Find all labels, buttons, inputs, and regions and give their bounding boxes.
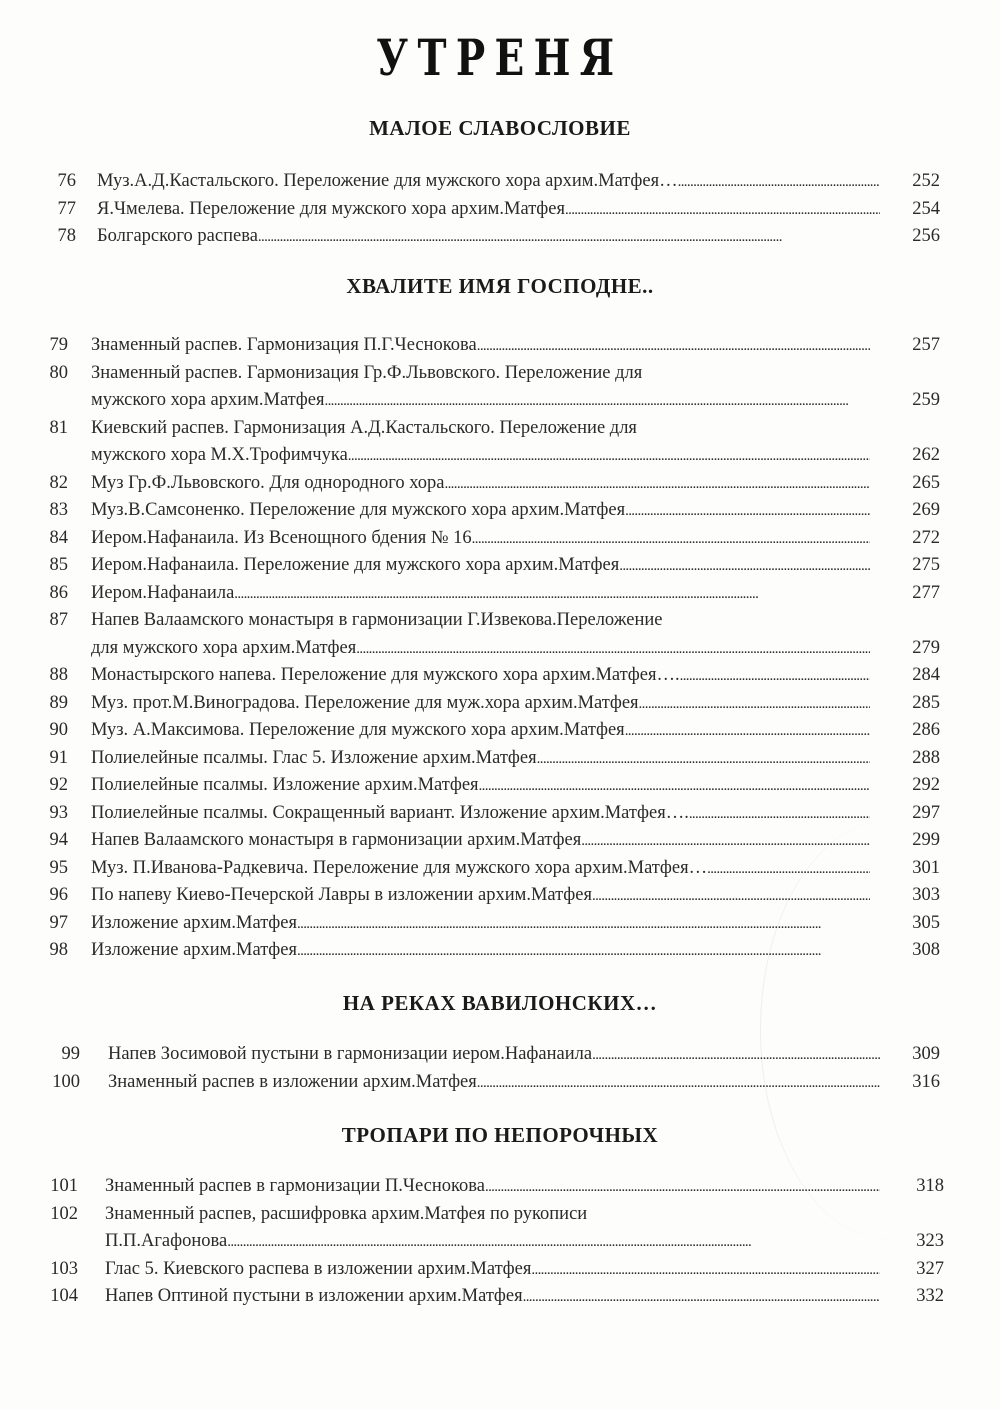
entry-line bbox=[97, 168, 880, 196]
toc-entry bbox=[0, 717, 1000, 745]
toc-entry bbox=[0, 1041, 1000, 1069]
entry-line-text: Киевский распев. Гармонизация А.Д.Кастальского. Переложение для bbox=[91, 417, 637, 438]
entry-page-number: 309 bbox=[912, 1044, 940, 1064]
entry-text bbox=[97, 168, 880, 196]
contents-section bbox=[0, 274, 1000, 965]
entry-page-number: 297 bbox=[912, 802, 940, 823]
entry-text bbox=[91, 717, 870, 745]
entry-line bbox=[91, 415, 870, 443]
dot-leader bbox=[592, 1041, 880, 1069]
entry-line bbox=[91, 690, 870, 718]
entry-line bbox=[91, 937, 870, 965]
dot-leader bbox=[479, 772, 870, 800]
entry-line-text: Изложение архим.Матфея bbox=[91, 912, 297, 933]
entry-number: 78 bbox=[57, 226, 76, 246]
entry-number: 102 bbox=[50, 1203, 78, 1224]
toc-entry bbox=[0, 855, 1000, 883]
toc-entry bbox=[0, 800, 1000, 828]
entry-number: 90 bbox=[49, 720, 68, 740]
entry-text bbox=[97, 223, 880, 251]
entry-line-text: Изложение архим.Матфея bbox=[91, 940, 297, 960]
entry-page-number: 332 bbox=[916, 1286, 944, 1306]
entry-line-text: Я.Чмелева. Переложение для мужского хора архим.Матфея bbox=[97, 198, 565, 219]
entry-line-text: Знаменный распев. Гармонизация Гр.Ф.Львовского. Переложение для bbox=[91, 362, 643, 383]
toc-entry bbox=[0, 415, 1000, 470]
entry-line bbox=[108, 1069, 880, 1097]
entry-page-number: 288 bbox=[912, 747, 940, 768]
entry-line bbox=[91, 442, 870, 470]
dot-leader bbox=[523, 1283, 880, 1311]
entry-line bbox=[97, 223, 880, 251]
entry-line-text: Знаменный распев в гармонизации П.Чеснокова bbox=[105, 1176, 485, 1196]
entry-text bbox=[108, 1069, 880, 1097]
entry-line-text: Иером.Нафанаила bbox=[91, 582, 235, 603]
toc-entry bbox=[0, 332, 1000, 360]
entry-line bbox=[91, 525, 870, 553]
entry-text bbox=[91, 332, 870, 360]
entry-line bbox=[91, 662, 870, 690]
entry-text bbox=[91, 662, 870, 690]
toc-entry bbox=[0, 1256, 1000, 1284]
dot-leader bbox=[444, 470, 870, 498]
toc-entry bbox=[0, 745, 1000, 773]
entry-number: 82 bbox=[49, 472, 68, 493]
dot-leader bbox=[581, 827, 870, 855]
toc-entry bbox=[0, 497, 1000, 525]
dot-leader bbox=[258, 223, 880, 251]
entry-page-number: 318 bbox=[916, 1176, 944, 1196]
toc-entry bbox=[0, 1069, 1000, 1097]
entry-line-text: П.П.Агафонова bbox=[105, 1231, 228, 1251]
entry-line-text: Напев Зосимовой пустыни в гармонизации иером.Нафанаила bbox=[108, 1044, 593, 1064]
entry-text bbox=[105, 1201, 880, 1256]
toc-entry bbox=[0, 525, 1000, 553]
entry-number: 104 bbox=[50, 1286, 78, 1306]
entry-number: 76 bbox=[57, 171, 76, 191]
dot-leader bbox=[565, 196, 880, 224]
entry-line-text: Знаменный распев. Гармонизация П.Г.Чеснокова bbox=[91, 335, 477, 355]
entry-line-text: Напев Валаамского монастыря в гармонизации Г.Извекова.Переложение bbox=[91, 610, 663, 630]
dot-leader bbox=[625, 717, 870, 745]
entry-page-number: 254 bbox=[912, 198, 940, 219]
entry-line-text: мужского хора М.Х.Трофимчука bbox=[91, 445, 348, 465]
entry-page-number: 259 bbox=[912, 390, 940, 410]
entry-text bbox=[91, 882, 870, 910]
entry-page-number: 316 bbox=[912, 1071, 940, 1092]
entry-text bbox=[91, 937, 870, 965]
entry-line bbox=[91, 635, 870, 663]
entry-page-number: 308 bbox=[912, 940, 940, 960]
entry-line-text: Муз. А.Максимова. Переложение для мужского хора архим.Матфея bbox=[91, 720, 625, 740]
entry-line bbox=[91, 497, 870, 525]
entry-number: 77 bbox=[57, 198, 76, 219]
dot-leader bbox=[619, 552, 870, 580]
entry-line-text: Полиелейные псалмы. Глас 5. Изложение архим.Матфея bbox=[91, 747, 537, 768]
dot-leader bbox=[477, 332, 870, 360]
entry-text bbox=[91, 855, 870, 883]
entry-number: 93 bbox=[49, 802, 68, 823]
entry-text bbox=[91, 525, 870, 553]
entry-line-text: Напев Валаамского монастыря в гармонизации архим.Матфея bbox=[91, 830, 582, 850]
entry-line bbox=[105, 1256, 880, 1284]
entry-page-number: 252 bbox=[912, 171, 940, 191]
toc-entry bbox=[0, 690, 1000, 718]
entry-line-text: Знаменный распев в изложении архим.Матфея bbox=[108, 1071, 477, 1092]
entry-number: 87 bbox=[49, 610, 68, 630]
entry-number: 101 bbox=[50, 1176, 78, 1196]
dot-leader bbox=[639, 690, 870, 718]
entry-page-number: 277 bbox=[912, 582, 940, 603]
entry-number: 94 bbox=[49, 830, 68, 850]
entry-page-number: 269 bbox=[912, 500, 940, 520]
entry-number: 97 bbox=[49, 912, 68, 933]
entry-page-number: 272 bbox=[912, 527, 940, 548]
entry-line-text: Полиелейные псалмы. Изложение архим.Матфея bbox=[91, 775, 479, 795]
entry-text bbox=[91, 552, 870, 580]
entry-line-text: Глас 5. Киевского распева в изложении архим.Матфея bbox=[105, 1258, 532, 1279]
entry-line bbox=[91, 607, 870, 635]
entry-number: 84 bbox=[49, 527, 68, 548]
entry-line-text: Муз. прот.М.Виноградова. Переложение для муж.хора архим.Матфея bbox=[91, 692, 639, 713]
entry-line bbox=[91, 910, 870, 938]
entry-page-number: 323 bbox=[916, 1231, 944, 1251]
entry-page-number: 284 bbox=[912, 665, 940, 685]
entry-page-number: 301 bbox=[912, 857, 940, 878]
entry-text bbox=[91, 827, 870, 855]
dot-leader bbox=[689, 800, 870, 828]
entry-number: 95 bbox=[49, 857, 68, 878]
entry-number: 99 bbox=[61, 1044, 80, 1064]
entry-line bbox=[91, 827, 870, 855]
dot-leader bbox=[297, 910, 870, 938]
entry-number: 86 bbox=[49, 582, 68, 603]
entry-line bbox=[105, 1228, 880, 1256]
entry-line bbox=[91, 717, 870, 745]
entry-line bbox=[97, 196, 880, 224]
entry-line bbox=[91, 360, 870, 388]
entry-text bbox=[91, 910, 870, 938]
entry-number: 92 bbox=[49, 775, 68, 795]
entry-list bbox=[0, 1041, 1000, 1096]
entry-line bbox=[108, 1041, 880, 1069]
entry-text bbox=[91, 690, 870, 718]
dot-leader bbox=[592, 882, 870, 910]
toc-entry bbox=[0, 910, 1000, 938]
entry-line-text: Иером.Нафанаила. Переложение для мужского хора архим.Матфея bbox=[91, 555, 620, 575]
entry-line-text: Монастырского напева. Переложение для мужского хора архим.Матфея…. bbox=[91, 665, 680, 685]
contents-section bbox=[0, 1123, 1000, 1311]
entry-page-number: 292 bbox=[912, 775, 940, 795]
entry-page-number: 275 bbox=[912, 555, 940, 575]
entry-page-number: 256 bbox=[912, 226, 940, 246]
entry-line bbox=[91, 772, 870, 800]
entry-number: 88 bbox=[49, 665, 68, 685]
entry-page-number: 327 bbox=[916, 1258, 944, 1279]
dot-leader bbox=[485, 1173, 880, 1201]
entry-line-text: Знаменный распев, расшифровка архим.Матфея по рукописи bbox=[105, 1203, 588, 1224]
entry-page-number: 262 bbox=[912, 445, 940, 465]
entry-number: 91 bbox=[49, 747, 68, 768]
dot-leader bbox=[531, 1256, 880, 1284]
toc-entry bbox=[0, 1173, 1000, 1201]
entry-page-number: 305 bbox=[912, 912, 940, 933]
entry-page-number: 265 bbox=[912, 472, 940, 493]
entry-text bbox=[105, 1283, 880, 1311]
toc-entry bbox=[0, 607, 1000, 662]
entry-text bbox=[97, 196, 880, 224]
entry-line-text: Полиелейные псалмы. Сокращенный вариант. Изложение архим.Матфея…. bbox=[91, 802, 689, 823]
entry-text bbox=[91, 772, 870, 800]
toc-entry bbox=[0, 360, 1000, 415]
entry-text bbox=[91, 580, 870, 608]
dot-leader bbox=[680, 662, 870, 690]
dot-leader bbox=[348, 442, 870, 470]
toc-entry bbox=[0, 882, 1000, 910]
entry-list bbox=[0, 1173, 1000, 1311]
entry-line bbox=[105, 1283, 880, 1311]
entry-page-number: 299 bbox=[912, 830, 940, 850]
contents-section bbox=[0, 116, 1000, 251]
entry-line bbox=[91, 332, 870, 360]
entry-number: 103 bbox=[50, 1258, 78, 1279]
dot-leader bbox=[625, 497, 870, 525]
entry-line-text: Болгарского распева bbox=[97, 226, 258, 246]
dot-leader bbox=[356, 635, 870, 663]
toc-entry bbox=[0, 1283, 1000, 1311]
entry-line bbox=[91, 855, 870, 883]
toc-entry bbox=[0, 1201, 1000, 1256]
entry-page-number: 286 bbox=[912, 720, 940, 740]
toc-entry bbox=[0, 772, 1000, 800]
dot-leader bbox=[537, 745, 870, 773]
entry-number: 98 bbox=[49, 940, 68, 960]
dot-leader bbox=[707, 855, 870, 883]
dot-leader bbox=[472, 525, 870, 553]
entry-number: 100 bbox=[52, 1071, 80, 1092]
entry-line-text: Напев Оптиной пустыни в изложении архим.Матфея bbox=[105, 1286, 523, 1306]
entry-line-text: Иером.Нафанаила. Из Всенощного бдения № 16 bbox=[91, 527, 472, 548]
entry-line bbox=[91, 882, 870, 910]
entry-text bbox=[91, 607, 870, 662]
dot-leader bbox=[234, 580, 870, 608]
entry-text bbox=[91, 360, 870, 415]
entry-text bbox=[91, 497, 870, 525]
dot-leader bbox=[227, 1228, 880, 1256]
dot-leader bbox=[477, 1069, 880, 1097]
toc-entry bbox=[0, 168, 1000, 196]
entry-line bbox=[91, 470, 870, 498]
entry-number: 81 bbox=[49, 417, 68, 438]
entry-number: 80 bbox=[49, 362, 68, 383]
dot-leader bbox=[324, 387, 870, 415]
dot-leader bbox=[678, 168, 880, 196]
entry-text bbox=[91, 800, 870, 828]
entry-page-number: 279 bbox=[912, 637, 940, 658]
entry-number: 89 bbox=[49, 692, 68, 713]
toc-entry bbox=[0, 470, 1000, 498]
entry-number: 85 bbox=[49, 555, 68, 575]
entry-line bbox=[105, 1201, 880, 1229]
toc-entry bbox=[0, 552, 1000, 580]
entry-number: 83 bbox=[49, 500, 68, 520]
entry-text bbox=[105, 1173, 880, 1201]
toc-entry bbox=[0, 937, 1000, 965]
entry-line bbox=[91, 800, 870, 828]
entry-line-text: Муз.А.Д.Кастальского. Переложение для мужского хора архим.Матфея… bbox=[97, 171, 678, 191]
section-title: ХВАЛИТЕ ИМЯ ГОСПОДНЕ.. bbox=[346, 274, 654, 298]
entry-text bbox=[91, 470, 870, 498]
entry-number: 79 bbox=[49, 335, 68, 355]
section-title: НА РЕКАХ ВАВИЛОНСКИХ… bbox=[342, 991, 658, 1015]
toc-entry bbox=[0, 580, 1000, 608]
entry-line bbox=[91, 552, 870, 580]
entry-line-text: мужского хора архим.Матфея bbox=[91, 390, 325, 410]
entry-text bbox=[105, 1256, 880, 1284]
entry-list bbox=[0, 332, 1000, 965]
entry-line bbox=[91, 745, 870, 773]
toc-entry bbox=[0, 196, 1000, 224]
toc-entry bbox=[0, 827, 1000, 855]
toc-entry bbox=[0, 223, 1000, 251]
toc-entry bbox=[0, 662, 1000, 690]
section-title: МАЛОЕ СЛАВОСЛОВИЕ bbox=[369, 116, 631, 140]
page-title: УТРЕНЯ bbox=[376, 28, 624, 87]
entry-text bbox=[91, 745, 870, 773]
entry-text bbox=[108, 1041, 880, 1069]
entry-line-text: Муз. П.Иванова-Радкевича. Переложение для мужского хора архим.Матфея… bbox=[91, 857, 708, 878]
entry-list bbox=[0, 168, 1000, 251]
entry-line-text: для мужского хора архим.Матфея bbox=[91, 637, 357, 658]
entry-page-number: 257 bbox=[912, 335, 940, 355]
dot-leader bbox=[297, 937, 870, 965]
entry-line bbox=[105, 1173, 880, 1201]
contents-section bbox=[0, 991, 1000, 1096]
entry-page-number: 285 bbox=[912, 692, 940, 713]
entry-page-number: 303 bbox=[912, 885, 940, 905]
entry-line bbox=[91, 580, 870, 608]
entry-line-text: Муз.В.Самсоненко. Переложение для мужского хора архим.Матфея bbox=[91, 500, 626, 520]
entry-number: 96 bbox=[49, 885, 68, 905]
section-title: ТРОПАРИ ПО НЕПОРОЧНЫХ bbox=[341, 1123, 659, 1147]
entry-line-text: Муз Гр.Ф.Львовского. Для однородного хора bbox=[91, 472, 445, 493]
entry-line bbox=[91, 387, 870, 415]
entry-text bbox=[91, 415, 870, 470]
entry-line-text: По напеву Киево-Печерской Лавры в изложении архим.Матфея bbox=[91, 885, 592, 905]
